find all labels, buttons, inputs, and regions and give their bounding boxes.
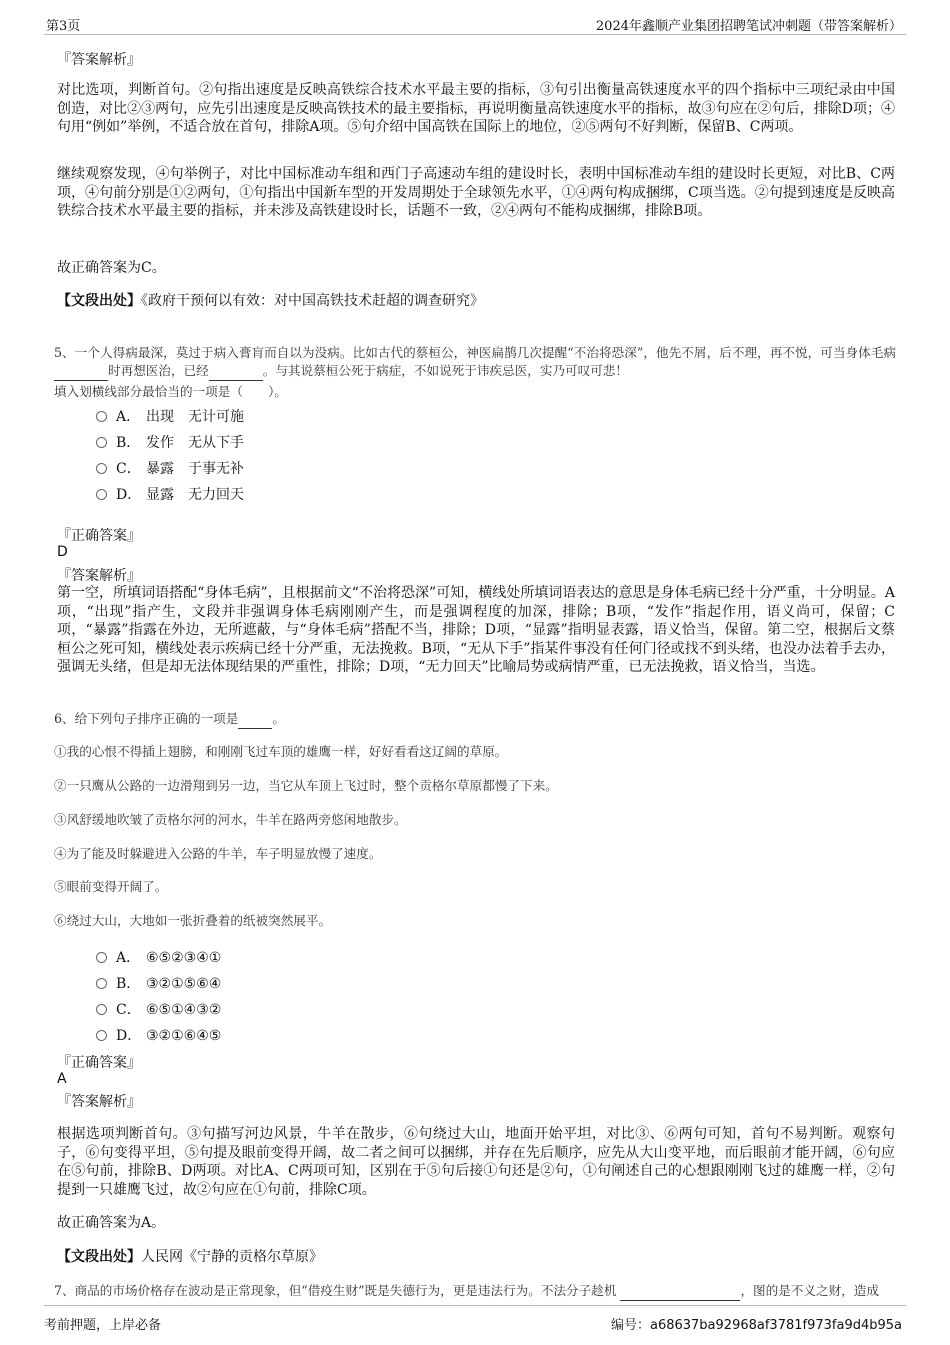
q6-stem: 6、给下列句子排序正确的一项是 。 [54,710,896,729]
q5-blank-2 [209,362,263,381]
radio-icon[interactable] [96,411,107,422]
q5-correct-label: 『正确答案』 [57,528,141,544]
q5-option-d[interactable]: D． 显露 无力回天 [96,484,244,504]
q5-blank-1 [54,362,108,381]
q6-option-c[interactable]: C． ⑥⑤①④③② [96,999,221,1019]
q6-sentence-6: ⑥绕过大山，大地如一张折叠着的纸被突然展平。 [54,913,332,928]
radio-icon[interactable] [96,1030,107,1041]
radio-icon[interactable] [96,489,107,500]
q6-correct-label: 『正确答案』 [57,1055,141,1071]
page-footer [44,1305,906,1333]
q5-option-b[interactable]: B． 发作 无从下手 [96,432,244,452]
q6-sentence-2: ②一只鹰从公路的一边滑翔到另一边，当它从车顶上飞过时，整个贡格尔草原都慢了下来。 [54,778,558,793]
q4-source [57,290,484,310]
q6-source-text: 人民网《宁静的贡格尔草原》 [141,1249,323,1265]
q6-conclusion: 故正确答案为A。 [57,1215,166,1231]
q4-source-text: 《政府干预何以有效：对中国高铁技术赶超的调查研究》 [141,293,484,309]
q6-analysis-label: 『答案解析』 [57,1094,141,1110]
document-title: 2024年鑫顺产业集团招聘笔试冲刺题（带答案解析） [595,19,902,34]
radio-icon[interactable] [96,1004,107,1015]
q5-analysis-label: 『答案解析』 [57,568,141,584]
q6-analysis: 根据选项判断首句。③句描写河边风景，牛羊在散步，⑥句绕过大山，地面开始平坦，对比③、⑥两句可知，首句不易判断。观察句子，⑥句变得平坦，⑤句提及眼前变得开阔，故二者之间可以捆绑，并存在先后顺序，应先从大山变平地，而后眼前才能开阔，⑥句应在⑤句前，排除B、D两项。对比A、C两项可知，区别在于⑤句后接①句还是②句，①句阐述自己的心想跟刚刚飞过的雄鹰一样，②句提到一只雄鹰飞过，故②句应在①句前，排除C项。 [57,1126,895,1198]
q6-option-b[interactable]: B． ③②①⑤⑥④ [96,973,221,993]
q5-correct-answer: D [57,544,68,560]
q5-stem: 5、一个人得病最深，莫过于病入膏肓而自以为没病。比如古代的蔡桓公，神医扁鹊几次提醒“不治将恐深”，他先不屑，后不理，再不悦，可当身体毛病 时再想医治，已经 。与其说蔡桓公死于病症，不如说死于讳疾忌医，实乃可叹可悲！ [54,344,896,381]
q4-analysis-para-1: 对比选项，判断首句。②句指出速度是反映高铁综合技术水平最主要的指标，③句引出衡量高铁速度水平的四个指标中三项纪录由中国创造，对比②③两句，应先引出速度是反映高铁技术的最主要指标，再说明衡量高铁速度水平的指标，故③句应在②句后，排除D项；④句用“例如”举例，不适合放在首句，排除A项。⑤句介绍中国高铁在国际上的地位，②⑤两句不好判断，保留B、C两项。 [57,82,895,136]
q6-correct-answer: A [57,1071,67,1087]
q6-source [57,1246,323,1266]
q5-analysis: 第一空，所填词语搭配“身体毛病”，且根据前文“不治将恐深”可知，横线处所填词语表达的意思是身体毛病已经十分严重，十分明显。A项，“出现”指产生，文段并非强调身体毛病刚刚产生，而是强调程度的加深，排除；B项，“发作”指起作用，语义尚可，保留；C项，“暴露”指露在外边，无所遮蔽，与“身体毛病”搭配不当，排除；D项，“显露”指明显表露，语义恰当，保留。第二空，根据后文蔡桓公之死可知，横线处表示疾病已经十分严重，无法挽救。B项，“无从下手”指某件事没有任何门径或找不到头绪，也没办法着手去办，强调无头绪，但是却无法体现结果的严重性，排除；D项，“无力回天”比喻局势或病情严重，已无法挽救，语义恰当，当选。 [57,585,895,676]
q4-analysis-label: 『答案解析』 [57,52,141,68]
radio-icon[interactable] [96,463,107,474]
q6-source-label: 【文段出处】 [57,1249,141,1265]
q5-option-a[interactable]: A． 出现 无计可施 [96,406,244,426]
q6-option-d[interactable]: D． ③②①⑥④⑤ [96,1025,221,1045]
q7-stem: 7、商品的市场价格存在波动是正常现象，但“借疫生财”既是失德行为，更是违法行为。不法分子趁机 ，图的是不义之财，造成 [54,1282,896,1301]
q5-prompt: 填入划横线部分最恰当的一项是（ ）。 [54,384,287,399]
q6-sentence-1: ①我的心恨不得插上翅膀，和刚刚飞过车顶的雄鹰一样，好好看看这辽阔的草原。 [54,744,508,759]
q6-sentence-5: ⑤眼前变得开阔了。 [54,879,168,894]
q7-blank [620,1282,740,1301]
footer-slogan: 考前押题，上岸必备 [44,1318,162,1333]
q4-source-label: 【文段出处】 [57,293,141,309]
radio-icon[interactable] [96,952,107,963]
q6-sentence-4: ④为了能及时躲避进入公路的牛羊，车子明显放慢了速度。 [54,846,382,861]
q6-sentence-3: ③风舒缓地吹皱了贡格尔河的河水，牛羊在路两旁悠闲地散步。 [54,812,407,827]
q6-blank [238,710,272,729]
page-header [44,12,906,35]
q4-analysis-para-2: 继续观察发现，④句举例子，对比中国标准动车组和西门子高速动车组的建设时长，表明中国标准动车组的建设时长更短，对比B、C两项，④句前分别是①②两句，①句指出中国新车型的开发周期处于全球领先水平，①④两句构成捆绑，C项当选。②句提到速度是反映高铁综合技术水平最主要的指标，并未涉及高铁建设时长，话题不一致，②④两句不能构成捆绑，排除B项。 [57,166,895,220]
q4-conclusion: 故正确答案为C。 [57,260,166,276]
radio-icon[interactable] [96,978,107,989]
radio-icon[interactable] [96,437,107,448]
q5-option-c[interactable]: C． 暴露 于事无补 [96,458,244,478]
document-code: 编号：a68637ba92968af3781f973fa9d4b95a [610,1318,902,1333]
page-number: 第3页 [46,19,81,34]
q6-option-a[interactable]: A． ⑥⑤②③④① [96,947,221,967]
